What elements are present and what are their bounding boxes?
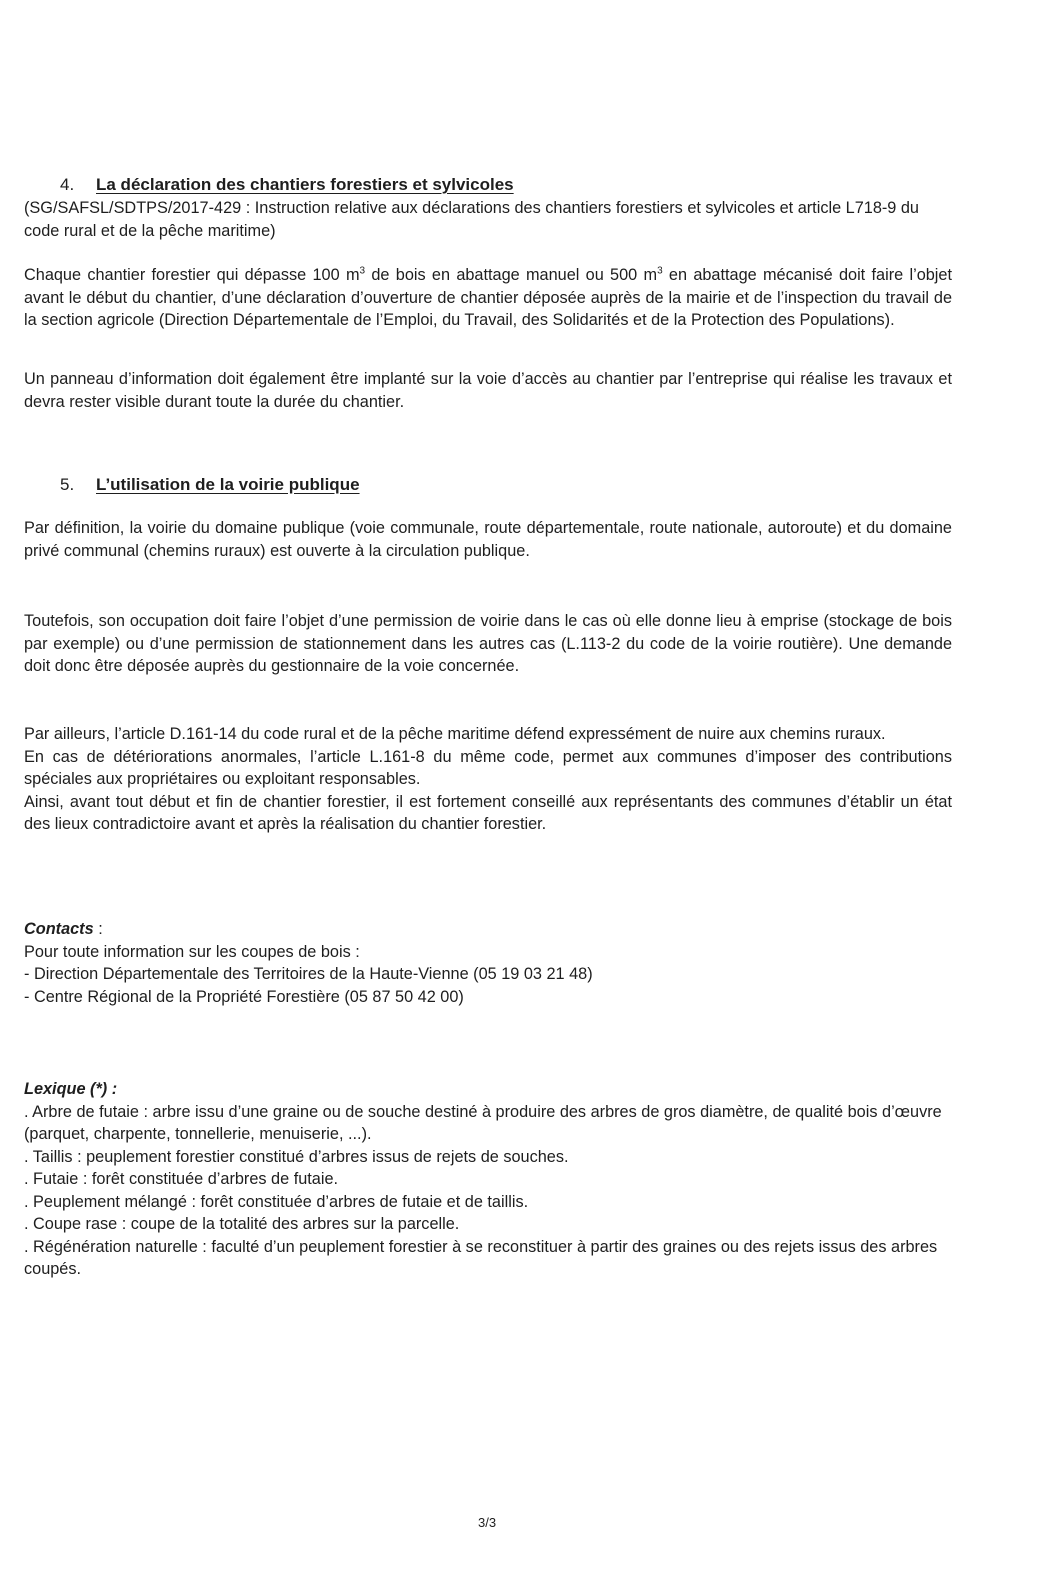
section-4-reference: (SG/SAFSL/SDTPS/2017-429 : Instruction relative aux déclarations des chantiers forestiers et sylvicoles et article L718-9 du code rural et de la pêche maritime) <box>24 199 919 240</box>
section-5-paragraph-3 <box>24 723 952 836</box>
contacts-label: Contacts <box>24 920 94 938</box>
section-4-paragraph-1 <box>24 264 952 332</box>
section-5-number: 5. <box>60 475 75 494</box>
page-number: 3/3 <box>478 1515 497 1530</box>
section-5-paragraph-2: Toutefois, son occupation doit faire l’objet d’une permission de voirie dans le cas où elle donne lieu à emprise (stockage de bois par exemple) ou d’une permission de stationnement dans les autres cas (L.113-2 du code de la voirie routière). Une demande doit donc être déposée auprès du gestionnaire de la voie concernée. <box>24 612 952 675</box>
section-5-title: L’utilisation de la voirie publique <box>96 475 360 494</box>
lexique-item: . Coupe rase : coupe de la totalité des arbres sur la parcelle. <box>24 1215 460 1233</box>
section-5-heading <box>60 474 360 496</box>
lexique-item: . Futaie : forêt constituée d’arbres de futaie. <box>24 1170 339 1188</box>
paragraph-line: Par ailleurs, l’article D.161-14 du code rural et de la pêche maritime défend expressément de nuire aux chemins ruraux. <box>24 725 886 743</box>
contact-item: - Centre Régional de la Propriété Forestière (05 87 50 42 00) <box>24 987 464 1006</box>
text-run: Chaque chantier forestier qui dépasse 100 m <box>24 266 360 284</box>
lexique-item: . Régénération naturelle : faculté d’un peuplement forestier à se reconstituer à partir des graines ou des rejets issus des arbres coupés. <box>24 1237 938 1278</box>
section-4-number: 4. <box>60 175 75 194</box>
contact-item: - Direction Départementale des Territoires de la Haute-Vienne (05 19 03 21 48) <box>24 965 593 983</box>
section-4-paragraph-2: Un panneau d’information doit également être implanté sur la voie d’accès au chantier par l’entreprise qui réalise les travaux et devra rester visible durant toute la durée du chantier. <box>24 370 952 411</box>
superscript: 3 <box>359 265 366 277</box>
contacts-heading <box>24 918 952 941</box>
lexique-item: . Arbre de futaie : arbre issu d’une graine ou de souche destiné à produire des arbres de gros diamètre, de qualité bois d’œuvre (parquet, charpente, tonnellerie, menuiserie, ...). <box>24 1102 942 1143</box>
contacts-colon: : <box>93 920 103 938</box>
lexique-item: . Taillis : peuplement forestier constitué d’arbres issus de rejets de souches. <box>24 1147 569 1166</box>
lexique-heading: Lexique (*) : <box>24 1080 118 1098</box>
contacts-intro: Pour toute information sur les coupes de bois : <box>24 942 360 961</box>
text-run: de bois en abattage manuel ou 500 m <box>365 266 658 284</box>
lexique-section <box>24 1078 952 1281</box>
section-5-paragraph-1: Par définition, la voirie du domaine publique (voie communale, route départementale, route nationale, autoroute) et du domaine privé communal (chemins ruraux) est ouverte à la circulation publique. <box>24 519 952 560</box>
contacts-section <box>24 918 952 1008</box>
text-run: en abattage mécanisé doit faire l’objet avant le début du chantier, d’une déclaration d’ouverture de chantier déposée auprès de la mairie et de l’inspection du travail de la section agricole (Direction Départementale de l’Emploi, du Travail, des Solidarités et de la Protection des Populations). <box>24 266 952 329</box>
section-4-heading <box>60 174 514 196</box>
paragraph-line: En cas de détériorations anormales, l’article L.161-8 du même code, permet aux communes d’imposer des contributions spéciales aux propriétaires ou exploitant responsables. <box>24 747 952 788</box>
superscript: 3 <box>657 265 663 277</box>
section-4-title: La déclaration des chantiers forestiers et sylvicoles <box>96 175 514 194</box>
lexique-item: . Peuplement mélangé : forêt constituée d’arbres de futaie et de taillis. <box>24 1192 529 1211</box>
paragraph-line: Ainsi, avant tout début et fin de chantier forestier, il est fortement conseillé aux représentants des communes d’établir un état des lieux contradictoire avant et après la réalisation du chantier forestier. <box>24 792 952 833</box>
